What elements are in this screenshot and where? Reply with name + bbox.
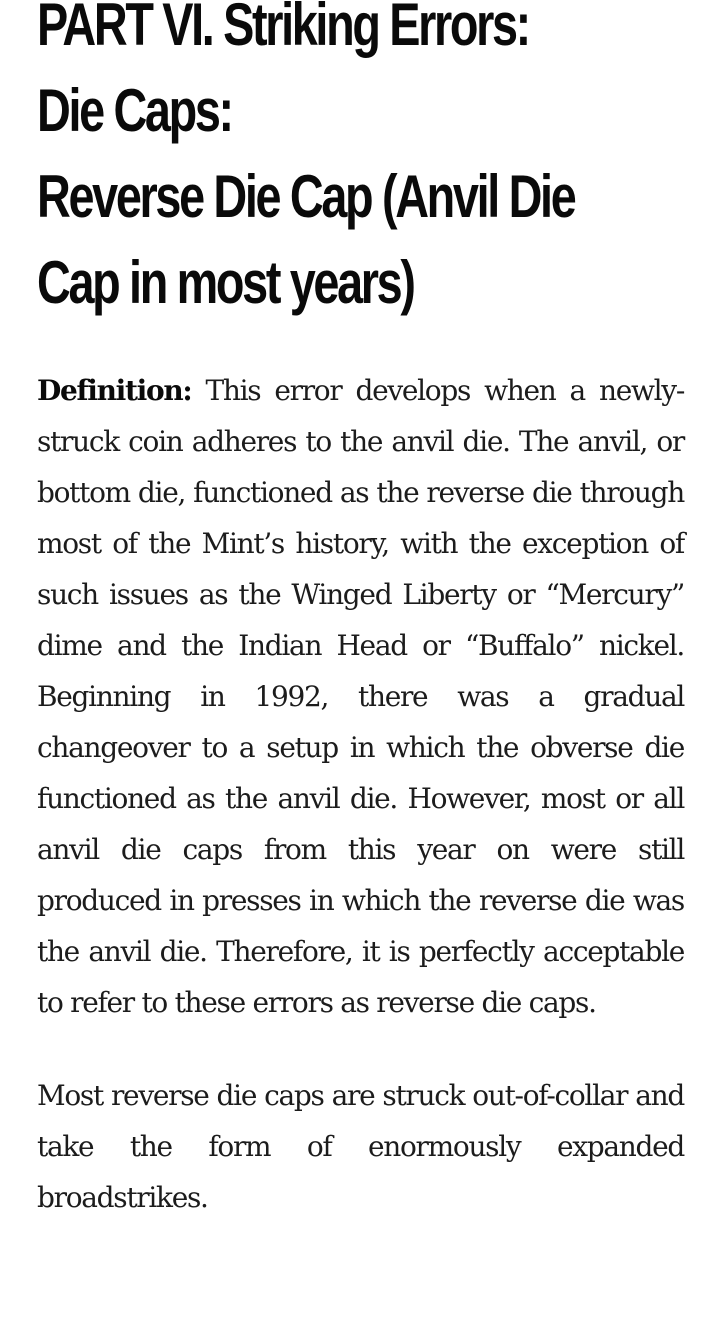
- article-body: [37, 365, 684, 1223]
- heading-group: [37, 0, 697, 326]
- definition-label: Definition:: [37, 374, 192, 407]
- title-heading-line-1: Reverse Die Cap (Anvil Die: [37, 163, 575, 230]
- definition-text: This error develops when a newly-struck coin adheres to the anvil die. The anvil, or bottom die, functioned as the reverse die through most of the Mint’s history, with the exception of such issues as the Winged Liberty or “Mercury” dime and the Indian Head or “Buffalo” nickel. Beginning in 1992, there was a gradual changeover to a setup in which the obverse die functioned as the anvil die. However, most or all anvil die caps from this year on were still produced in presses in which the reverse die was the anvil die. Therefore, it is perfectly acceptable to refer to these errors as reverse die caps.: [37, 374, 684, 1019]
- part-heading: PART VI. Striking Errors:: [37, 0, 529, 58]
- broadstrike-paragraph: Most reverse die caps are struck out-of-collar and take the form of enormously expanded broadstrikes.: [37, 1079, 684, 1214]
- title-heading-line-2: Cap in most years): [37, 249, 414, 316]
- section-heading: Die Caps:: [37, 77, 232, 144]
- definition-paragraph: [37, 365, 684, 1028]
